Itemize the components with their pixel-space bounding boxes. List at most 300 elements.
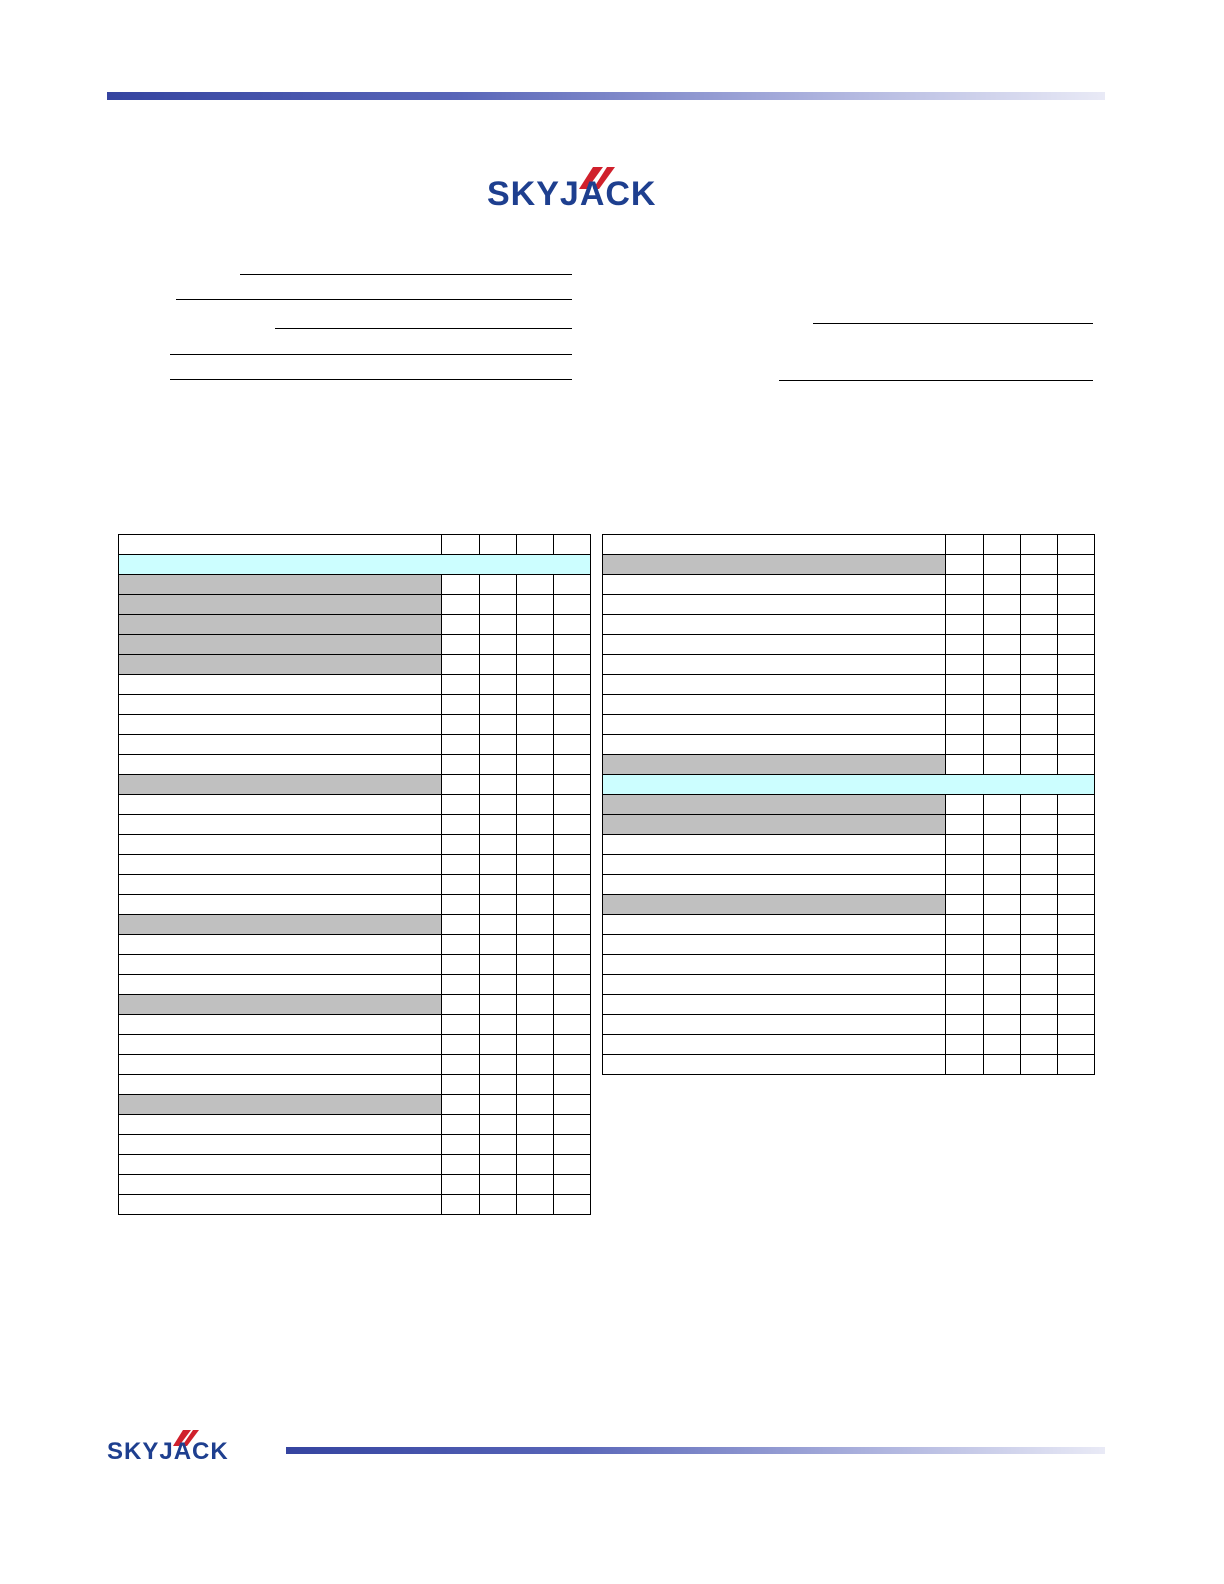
right-check-cell[interactable] bbox=[984, 875, 1021, 895]
left-header-status-cell bbox=[517, 535, 554, 555]
left-row-item bbox=[119, 1135, 591, 1155]
left-check-cell[interactable] bbox=[554, 815, 591, 835]
left-check-cell[interactable] bbox=[442, 935, 480, 955]
left-check-cell[interactable] bbox=[517, 875, 554, 895]
left-check-cell[interactable] bbox=[554, 1055, 591, 1075]
right-check-cell[interactable] bbox=[1058, 555, 1095, 575]
right-check-cell[interactable] bbox=[984, 835, 1021, 855]
right-row-header bbox=[603, 535, 1095, 555]
right-check-cell[interactable] bbox=[984, 675, 1021, 695]
right-check-cell[interactable] bbox=[946, 615, 984, 635]
left-check-cell[interactable] bbox=[554, 935, 591, 955]
right-check-cell[interactable] bbox=[946, 715, 984, 735]
right-check-cell[interactable] bbox=[1021, 595, 1058, 615]
right-check-cell[interactable] bbox=[984, 1055, 1021, 1075]
right-check-cell[interactable] bbox=[1021, 1015, 1058, 1035]
left-check-cell[interactable] bbox=[442, 1115, 480, 1135]
right-check-cell[interactable] bbox=[1021, 555, 1058, 575]
left-check-cell[interactable] bbox=[517, 695, 554, 715]
left-row-section bbox=[119, 1095, 591, 1115]
left-check-cell[interactable] bbox=[554, 1015, 591, 1035]
left-check-cell[interactable] bbox=[442, 955, 480, 975]
left-check-cell[interactable] bbox=[554, 1195, 591, 1215]
right-item-label-cell bbox=[603, 735, 946, 755]
left-category-band bbox=[119, 555, 591, 575]
left-section-heading-cell bbox=[119, 575, 442, 595]
right-check-cell[interactable] bbox=[984, 1035, 1021, 1055]
left-check-cell[interactable] bbox=[442, 895, 480, 915]
right-check-cell[interactable] bbox=[946, 555, 984, 575]
left-check-cell[interactable] bbox=[480, 775, 517, 795]
left-check-cell[interactable] bbox=[517, 1155, 554, 1175]
right-check-cell[interactable] bbox=[984, 715, 1021, 735]
right-check-cell[interactable] bbox=[946, 855, 984, 875]
left-check-cell[interactable] bbox=[554, 835, 591, 855]
right-header-status-cell bbox=[1021, 535, 1058, 555]
left-check-cell[interactable] bbox=[554, 875, 591, 895]
left-check-cell[interactable] bbox=[517, 635, 554, 655]
right-check-cell[interactable] bbox=[946, 995, 984, 1015]
left-check-cell[interactable] bbox=[442, 875, 480, 895]
left-check-cell[interactable] bbox=[554, 635, 591, 655]
left-row-section bbox=[119, 635, 591, 655]
right-check-cell[interactable] bbox=[984, 955, 1021, 975]
right-check-cell[interactable] bbox=[984, 695, 1021, 715]
right-check-cell[interactable] bbox=[984, 915, 1021, 935]
right-item-label-cell bbox=[603, 635, 946, 655]
right-check-cell[interactable] bbox=[946, 695, 984, 715]
left-row-item bbox=[119, 695, 591, 715]
left-row-item bbox=[119, 675, 591, 695]
left-check-cell[interactable] bbox=[442, 1155, 480, 1175]
right-check-cell[interactable] bbox=[1058, 675, 1095, 695]
right-check-cell[interactable] bbox=[1058, 975, 1095, 995]
left-check-cell[interactable] bbox=[442, 655, 480, 675]
left-check-cell[interactable] bbox=[517, 1175, 554, 1195]
left-check-cell[interactable] bbox=[517, 915, 554, 935]
right-row-item bbox=[603, 875, 1095, 895]
right-check-cell[interactable] bbox=[1058, 955, 1095, 975]
right-check-cell[interactable] bbox=[1058, 695, 1095, 715]
left-check-cell[interactable] bbox=[480, 755, 517, 775]
left-row-item bbox=[119, 1175, 591, 1195]
left-check-cell[interactable] bbox=[442, 715, 480, 735]
left-check-cell[interactable] bbox=[554, 1035, 591, 1055]
right-check-cell[interactable] bbox=[984, 595, 1021, 615]
left-check-cell[interactable] bbox=[442, 815, 480, 835]
left-check-cell[interactable] bbox=[442, 615, 480, 635]
left-check-cell[interactable] bbox=[480, 915, 517, 935]
left-check-cell[interactable] bbox=[480, 1135, 517, 1155]
left-check-cell[interactable] bbox=[517, 755, 554, 775]
right-check-cell[interactable] bbox=[1058, 1015, 1095, 1035]
left-check-cell[interactable] bbox=[554, 1175, 591, 1195]
right-check-cell[interactable] bbox=[946, 1015, 984, 1035]
left-check-cell[interactable] bbox=[442, 1195, 480, 1215]
right-row-item bbox=[603, 915, 1095, 935]
left-check-cell[interactable] bbox=[554, 755, 591, 775]
left-check-cell[interactable] bbox=[442, 1095, 480, 1115]
right-check-cell[interactable] bbox=[984, 935, 1021, 955]
left-check-cell[interactable] bbox=[442, 675, 480, 695]
left-check-cell[interactable] bbox=[480, 1095, 517, 1115]
right-check-cell[interactable] bbox=[1058, 875, 1095, 895]
left-check-cell[interactable] bbox=[554, 575, 591, 595]
left-check-cell[interactable] bbox=[517, 655, 554, 675]
left-check-cell[interactable] bbox=[442, 575, 480, 595]
right-check-cell[interactable] bbox=[984, 655, 1021, 675]
left-check-cell[interactable] bbox=[554, 855, 591, 875]
left-check-cell[interactable] bbox=[517, 675, 554, 695]
left-row-item bbox=[119, 895, 591, 915]
left-item-label-cell bbox=[119, 755, 442, 775]
right-check-cell[interactable] bbox=[1058, 1055, 1095, 1075]
left-check-cell[interactable] bbox=[517, 835, 554, 855]
left-check-cell[interactable] bbox=[480, 695, 517, 715]
left-check-cell[interactable] bbox=[442, 1015, 480, 1035]
left-check-cell[interactable] bbox=[554, 1135, 591, 1155]
right-check-cell[interactable] bbox=[946, 935, 984, 955]
left-check-cell[interactable] bbox=[480, 835, 517, 855]
left-check-cell[interactable] bbox=[554, 1155, 591, 1175]
right-check-cell[interactable] bbox=[946, 1055, 984, 1075]
left-check-cell[interactable] bbox=[442, 835, 480, 855]
right-check-cell[interactable] bbox=[946, 735, 984, 755]
right-check-cell[interactable] bbox=[1058, 1035, 1095, 1055]
right-header-label-cell bbox=[603, 535, 946, 555]
right-check-cell[interactable] bbox=[984, 635, 1021, 655]
left-check-cell[interactable] bbox=[517, 815, 554, 835]
footer-logo-wordmark: SKYJACK bbox=[107, 1438, 229, 1465]
right-header-status-cell bbox=[984, 535, 1021, 555]
left-check-cell[interactable] bbox=[554, 695, 591, 715]
left-check-cell[interactable] bbox=[442, 695, 480, 715]
form-line-3[interactable] bbox=[275, 328, 572, 329]
left-check-cell[interactable] bbox=[480, 935, 517, 955]
right-check-cell[interactable] bbox=[1058, 655, 1095, 675]
left-check-cell[interactable] bbox=[480, 675, 517, 695]
right-check-cell[interactable] bbox=[946, 875, 984, 895]
right-check-cell[interactable] bbox=[1021, 755, 1058, 775]
left-check-cell[interactable] bbox=[480, 575, 517, 595]
left-check-cell[interactable] bbox=[442, 635, 480, 655]
left-check-cell[interactable] bbox=[517, 1075, 554, 1095]
right-check-cell[interactable] bbox=[1058, 835, 1095, 855]
right-check-cell[interactable] bbox=[1058, 615, 1095, 635]
left-section-heading-cell bbox=[119, 775, 442, 795]
form-line-4[interactable] bbox=[170, 354, 572, 355]
left-check-cell[interactable] bbox=[480, 635, 517, 655]
left-check-cell[interactable] bbox=[442, 1075, 480, 1095]
left-check-cell[interactable] bbox=[480, 795, 517, 815]
left-section-heading-cell bbox=[119, 595, 442, 615]
left-check-cell[interactable] bbox=[554, 975, 591, 995]
right-row-cyan bbox=[603, 775, 1095, 795]
left-check-cell[interactable] bbox=[517, 855, 554, 875]
right-check-cell[interactable] bbox=[946, 955, 984, 975]
right-check-cell[interactable] bbox=[984, 855, 1021, 875]
right-check-cell[interactable] bbox=[1021, 915, 1058, 935]
right-check-cell[interactable] bbox=[1058, 815, 1095, 835]
right-check-cell[interactable] bbox=[1058, 575, 1095, 595]
left-check-cell[interactable] bbox=[442, 915, 480, 935]
right-header-status-cell bbox=[946, 535, 984, 555]
right-check-cell[interactable] bbox=[1058, 595, 1095, 615]
left-check-cell[interactable] bbox=[442, 975, 480, 995]
left-check-cell[interactable] bbox=[517, 795, 554, 815]
left-check-cell[interactable] bbox=[554, 955, 591, 975]
left-check-cell[interactable] bbox=[480, 995, 517, 1015]
right-item-label-cell bbox=[603, 975, 946, 995]
left-check-cell[interactable] bbox=[480, 955, 517, 975]
left-check-cell[interactable] bbox=[480, 1055, 517, 1075]
left-check-cell[interactable] bbox=[554, 735, 591, 755]
footer-gradient-bar bbox=[286, 1447, 1105, 1454]
right-check-cell[interactable] bbox=[1058, 935, 1095, 955]
right-check-cell[interactable] bbox=[1058, 715, 1095, 735]
right-check-cell[interactable] bbox=[1021, 1055, 1058, 1075]
left-check-cell[interactable] bbox=[554, 895, 591, 915]
left-check-cell[interactable] bbox=[554, 915, 591, 935]
left-check-cell[interactable] bbox=[554, 615, 591, 635]
form-line-5[interactable] bbox=[170, 379, 572, 380]
right-row-item bbox=[603, 715, 1095, 735]
left-row-header bbox=[119, 535, 591, 555]
left-check-cell[interactable] bbox=[442, 795, 480, 815]
right-check-cell[interactable] bbox=[984, 795, 1021, 815]
left-check-cell[interactable] bbox=[554, 1075, 591, 1095]
left-row-item bbox=[119, 795, 591, 815]
right-check-cell[interactable] bbox=[984, 755, 1021, 775]
right-check-cell[interactable] bbox=[984, 975, 1021, 995]
left-check-cell[interactable] bbox=[480, 1075, 517, 1095]
right-check-cell[interactable] bbox=[946, 635, 984, 655]
left-check-cell[interactable] bbox=[442, 735, 480, 755]
right-check-cell[interactable] bbox=[1058, 795, 1095, 815]
left-item-label-cell bbox=[119, 1075, 442, 1095]
right-check-cell[interactable] bbox=[1021, 575, 1058, 595]
right-item-label-cell bbox=[603, 1015, 946, 1035]
left-item-label-cell bbox=[119, 855, 442, 875]
right-check-cell[interactable] bbox=[1058, 895, 1095, 915]
left-check-cell[interactable] bbox=[480, 875, 517, 895]
right-check-cell[interactable] bbox=[946, 815, 984, 835]
left-row-item bbox=[119, 1115, 591, 1135]
left-check-cell[interactable] bbox=[517, 955, 554, 975]
left-item-label-cell bbox=[119, 735, 442, 755]
right-row-item bbox=[603, 635, 1095, 655]
left-check-cell[interactable] bbox=[517, 735, 554, 755]
left-check-cell[interactable] bbox=[480, 895, 517, 915]
left-check-cell[interactable] bbox=[442, 775, 480, 795]
left-check-cell[interactable] bbox=[554, 1095, 591, 1115]
right-check-cell[interactable] bbox=[1021, 655, 1058, 675]
right-check-cell[interactable] bbox=[984, 735, 1021, 755]
left-check-cell[interactable] bbox=[554, 595, 591, 615]
left-item-label-cell bbox=[119, 1135, 442, 1155]
right-check-cell[interactable] bbox=[1021, 875, 1058, 895]
form-line-1[interactable] bbox=[240, 274, 572, 275]
left-check-cell[interactable] bbox=[442, 595, 480, 615]
left-row-item bbox=[119, 955, 591, 975]
form-line-2[interactable] bbox=[176, 299, 572, 300]
form-line-right-2[interactable] bbox=[779, 380, 1093, 381]
left-check-cell[interactable] bbox=[554, 715, 591, 735]
right-item-label-cell bbox=[603, 615, 946, 635]
left-check-cell[interactable] bbox=[480, 1035, 517, 1055]
right-row-item bbox=[603, 935, 1095, 955]
right-check-cell[interactable] bbox=[1021, 695, 1058, 715]
left-check-cell[interactable] bbox=[480, 1195, 517, 1215]
right-check-cell[interactable] bbox=[946, 1035, 984, 1055]
right-check-cell[interactable] bbox=[1058, 915, 1095, 935]
left-check-cell[interactable] bbox=[442, 755, 480, 775]
right-check-cell[interactable] bbox=[946, 915, 984, 935]
left-row-item bbox=[119, 1015, 591, 1035]
left-check-cell[interactable] bbox=[517, 575, 554, 595]
right-check-cell[interactable] bbox=[946, 835, 984, 855]
left-item-label-cell bbox=[119, 795, 442, 815]
left-check-cell[interactable] bbox=[517, 775, 554, 795]
right-check-cell[interactable] bbox=[1021, 955, 1058, 975]
left-check-cell[interactable] bbox=[480, 815, 517, 835]
left-item-label-cell bbox=[119, 1195, 442, 1215]
right-check-cell[interactable] bbox=[1021, 735, 1058, 755]
right-check-cell[interactable] bbox=[1021, 715, 1058, 735]
left-check-cell[interactable] bbox=[517, 1015, 554, 1035]
left-check-cell[interactable] bbox=[480, 615, 517, 635]
right-check-cell[interactable] bbox=[984, 895, 1021, 915]
left-header-status-cell bbox=[554, 535, 591, 555]
right-check-cell[interactable] bbox=[984, 575, 1021, 595]
right-check-cell[interactable] bbox=[1021, 995, 1058, 1015]
left-check-cell[interactable] bbox=[517, 895, 554, 915]
right-check-cell[interactable] bbox=[1021, 935, 1058, 955]
right-check-cell[interactable] bbox=[1058, 855, 1095, 875]
right-check-cell[interactable] bbox=[946, 675, 984, 695]
left-item-label-cell bbox=[119, 1115, 442, 1135]
left-check-cell[interactable] bbox=[480, 1155, 517, 1175]
left-check-cell[interactable] bbox=[442, 1055, 480, 1075]
right-check-cell[interactable] bbox=[946, 575, 984, 595]
right-row-item bbox=[603, 855, 1095, 875]
left-check-cell[interactable] bbox=[442, 855, 480, 875]
right-check-cell[interactable] bbox=[984, 1015, 1021, 1035]
left-item-label-cell bbox=[119, 955, 442, 975]
right-check-cell[interactable] bbox=[1021, 795, 1058, 815]
left-check-cell[interactable] bbox=[554, 775, 591, 795]
right-item-label-cell bbox=[603, 835, 946, 855]
left-check-cell[interactable] bbox=[554, 795, 591, 815]
right-row-section bbox=[603, 895, 1095, 915]
left-check-cell[interactable] bbox=[517, 1095, 554, 1115]
left-check-cell[interactable] bbox=[554, 1115, 591, 1135]
left-check-cell[interactable] bbox=[480, 735, 517, 755]
left-row-section bbox=[119, 775, 591, 795]
left-check-cell[interactable] bbox=[554, 675, 591, 695]
right-check-cell[interactable] bbox=[1058, 635, 1095, 655]
form-line-right-1[interactable] bbox=[813, 323, 1093, 324]
right-check-cell[interactable] bbox=[946, 755, 984, 775]
right-row-section bbox=[603, 815, 1095, 835]
right-check-cell[interactable] bbox=[984, 815, 1021, 835]
right-check-cell[interactable] bbox=[984, 555, 1021, 575]
right-check-cell[interactable] bbox=[984, 995, 1021, 1015]
left-check-cell[interactable] bbox=[480, 855, 517, 875]
left-check-cell[interactable] bbox=[480, 1015, 517, 1035]
left-row-section bbox=[119, 995, 591, 1015]
left-check-cell[interactable] bbox=[480, 655, 517, 675]
left-item-label-cell bbox=[119, 1155, 442, 1175]
left-check-cell[interactable] bbox=[554, 655, 591, 675]
right-section-heading-cell bbox=[603, 755, 946, 775]
left-check-cell[interactable] bbox=[517, 1135, 554, 1155]
right-check-cell[interactable] bbox=[1058, 755, 1095, 775]
right-check-cell[interactable] bbox=[946, 895, 984, 915]
left-row-item bbox=[119, 935, 591, 955]
right-check-cell[interactable] bbox=[984, 615, 1021, 635]
right-section-heading-cell bbox=[603, 895, 946, 915]
left-check-cell[interactable] bbox=[442, 995, 480, 1015]
right-check-cell[interactable] bbox=[1021, 615, 1058, 635]
left-check-cell[interactable] bbox=[442, 1175, 480, 1195]
right-check-cell[interactable] bbox=[1021, 835, 1058, 855]
right-check-cell[interactable] bbox=[1021, 675, 1058, 695]
right-check-cell[interactable] bbox=[1021, 1035, 1058, 1055]
left-header-label-cell bbox=[119, 535, 442, 555]
left-check-cell[interactable] bbox=[517, 1195, 554, 1215]
left-check-cell[interactable] bbox=[517, 975, 554, 995]
left-check-cell[interactable] bbox=[480, 715, 517, 735]
left-item-label-cell bbox=[119, 1035, 442, 1055]
right-check-cell[interactable] bbox=[1021, 855, 1058, 875]
left-check-cell[interactable] bbox=[517, 595, 554, 615]
right-check-cell[interactable] bbox=[946, 975, 984, 995]
right-check-cell[interactable] bbox=[1021, 635, 1058, 655]
left-check-cell[interactable] bbox=[442, 1135, 480, 1155]
left-item-label-cell bbox=[119, 695, 442, 715]
left-check-cell[interactable] bbox=[517, 995, 554, 1015]
left-check-cell[interactable] bbox=[517, 1115, 554, 1135]
right-row-item bbox=[603, 1015, 1095, 1035]
right-check-cell[interactable] bbox=[1021, 815, 1058, 835]
left-check-cell[interactable] bbox=[480, 1115, 517, 1135]
right-item-label-cell bbox=[603, 995, 946, 1015]
left-section-heading-cell bbox=[119, 1095, 442, 1115]
left-check-cell[interactable] bbox=[480, 595, 517, 615]
left-check-cell[interactable] bbox=[554, 995, 591, 1015]
left-check-cell[interactable] bbox=[480, 975, 517, 995]
right-check-cell[interactable] bbox=[946, 795, 984, 815]
left-check-cell[interactable] bbox=[517, 715, 554, 735]
left-check-cell[interactable] bbox=[517, 1055, 554, 1075]
left-section-heading-cell bbox=[119, 915, 442, 935]
left-check-cell[interactable] bbox=[517, 1035, 554, 1055]
right-check-cell[interactable] bbox=[1021, 975, 1058, 995]
right-check-cell[interactable] bbox=[946, 595, 984, 615]
right-check-cell[interactable] bbox=[946, 655, 984, 675]
left-check-cell[interactable] bbox=[442, 1035, 480, 1055]
left-check-cell[interactable] bbox=[517, 935, 554, 955]
right-check-cell[interactable] bbox=[1058, 995, 1095, 1015]
left-check-cell[interactable] bbox=[517, 615, 554, 635]
right-check-cell[interactable] bbox=[1058, 735, 1095, 755]
left-check-cell[interactable] bbox=[480, 1175, 517, 1195]
left-row-section bbox=[119, 575, 591, 595]
right-check-cell[interactable] bbox=[1021, 895, 1058, 915]
right-row-item bbox=[603, 615, 1095, 635]
right-item-label-cell bbox=[603, 875, 946, 895]
